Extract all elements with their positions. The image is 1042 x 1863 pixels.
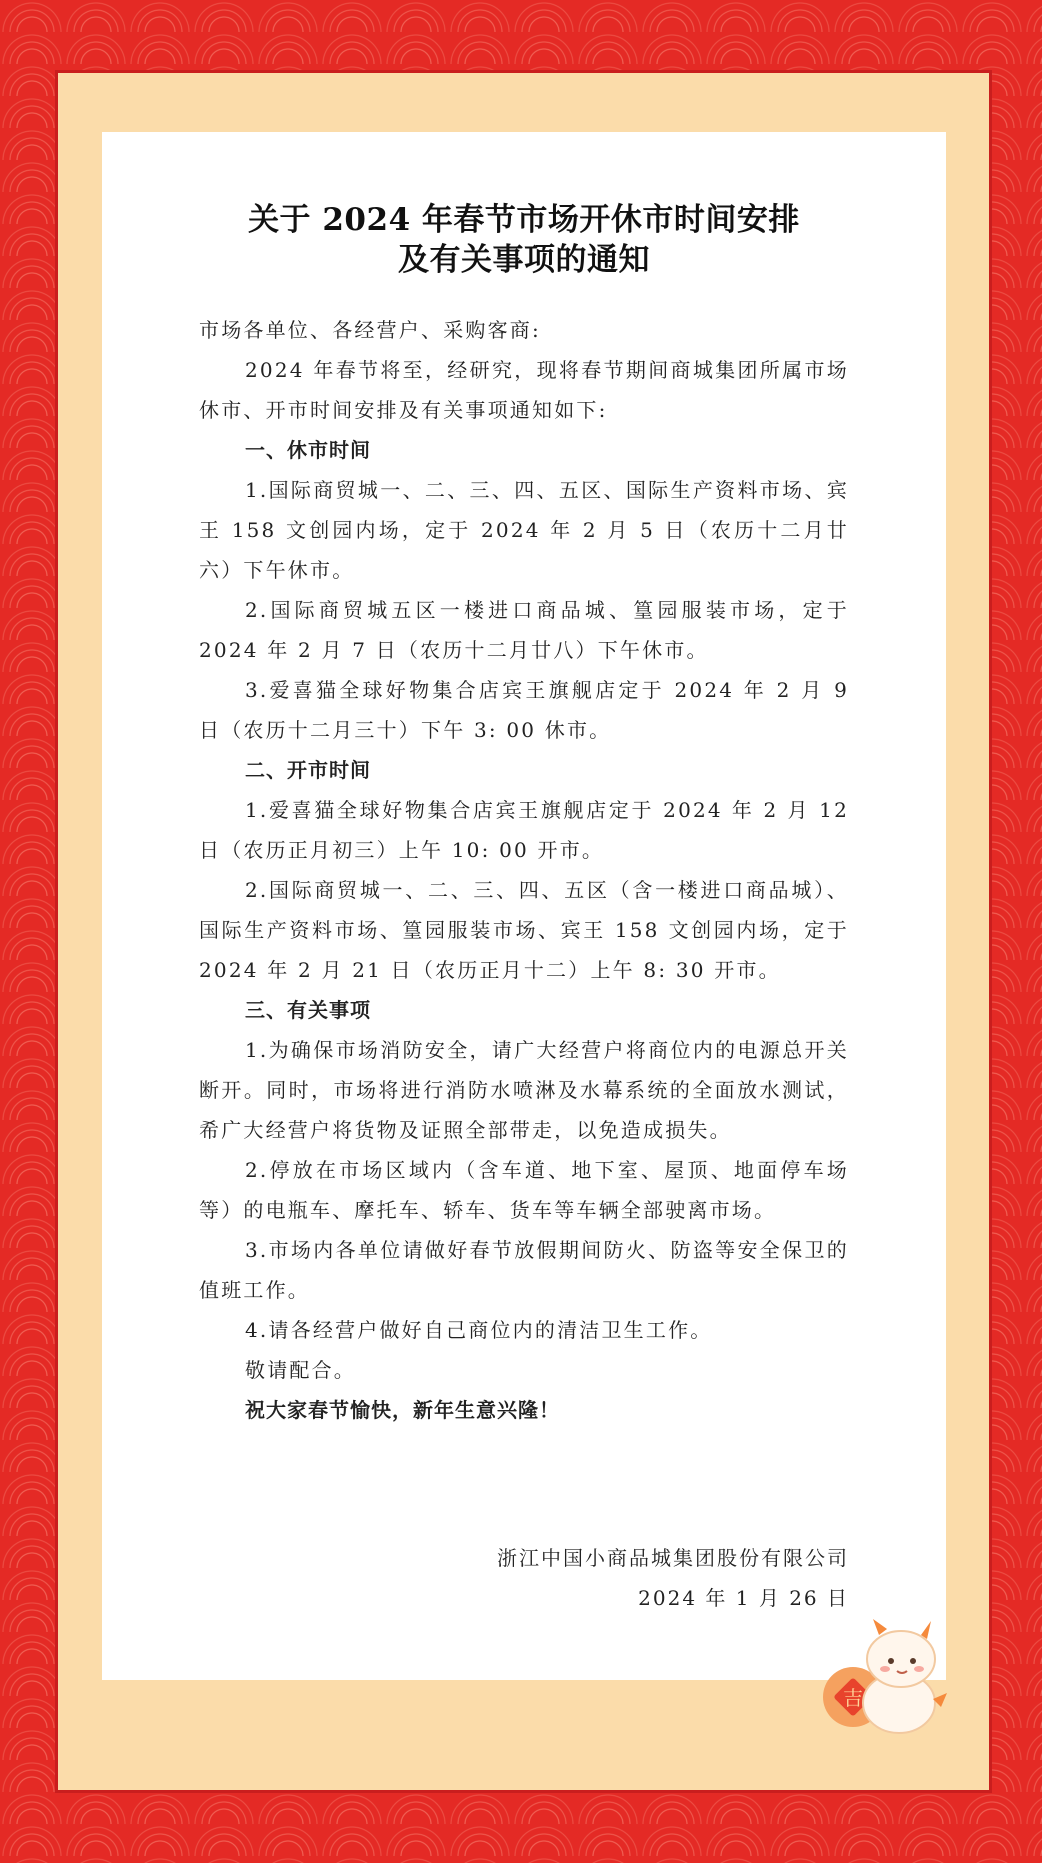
notice-paper: [102, 132, 946, 1680]
opening-item-2: 2.国际商贸城一、二、三、四、五区（含一楼进口商品城）、国际生产资料市场、篁园服装市场、宾王 158 文创园内场，定于 2024 年 2 月 21 日（农历正月十二）上午 8: 30 开市。: [199, 878, 849, 982]
mascot-badge: 吉: [843, 1686, 863, 1710]
signature-date: 2024 年 1 月 26 日: [638, 1586, 849, 1610]
notice-title-line2: 及有关事项的通知: [398, 242, 650, 278]
matters-item-4: 4.请各经营户做好自己商位内的清洁卫生工作。: [245, 1318, 713, 1342]
salutation: 市场各单位、各经营户、采购客商:: [199, 318, 541, 342]
closing-item-3: 3.爱喜猫全球好物集合店宾王旗舰店定于 2024 年 2 月 9 日（农历十二月三十）下午 3: 00 休市。: [199, 678, 849, 742]
closing-item-2: 2.国际商贸城五区一楼进口商品城、篁园服装市场，定于 2024 年 2 月 7 日（农历十二月廿八）下午休市。: [199, 598, 849, 662]
signature-company: 浙江中国小商品城集团股份有限公司: [497, 1546, 849, 1570]
new-year-wish: 祝大家春节愉快，新年生意兴隆！: [245, 1398, 560, 1422]
closing-request: 敬请配合。: [245, 1358, 356, 1382]
matters-item-1: 1.为确保市场消防安全，请广大经营户将商位内的电源总开关断开。同时，市场将进行消防水喷淋及水幕系统的全面放水测试，希广大经营户将货物及证照全部带走，以免造成损失。: [199, 1038, 849, 1142]
intro-paragraph: 2024 年春节将至，经研究，现将春节期间商城集团所属市场休市、开市时间安排及有关事项通知如下:: [199, 358, 849, 422]
opening-item-1: 1.爱喜猫全球好物集合店宾王旗舰店定于 2024 年 2 月 12 日（农历正月初三）上午 10: 00 开市。: [199, 798, 849, 862]
section-heading-closing-time: 一、休市时间: [245, 438, 371, 462]
matters-item-3: 3.市场内各单位请做好春节放假期间防火、防盗等安全保卫的值班工作。: [199, 1238, 849, 1302]
dragon-mascot-icon: [815, 1615, 957, 1735]
section-heading-opening-time: 二、开市时间: [245, 758, 371, 782]
notice-body: [199, 310, 849, 1430]
section-heading-related-matters: 三、有关事项: [245, 998, 371, 1022]
notice-title-line1: 关于 2024 年春节市场开休市时间安排: [248, 202, 800, 238]
matters-item-2: 2.停放在市场区域内（含车道、地下室、屋顶、地面停车场等）的电瓶车、摩托车、轿车、货车等车辆全部驶离市场。: [199, 1158, 849, 1222]
closing-item-1: 1.国际商贸城一、二、三、四、五区、国际生产资料市场、宾王 158 文创园内场，定于 2024 年 2 月 5 日（农历十二月廿六）下午休市。: [199, 478, 849, 582]
